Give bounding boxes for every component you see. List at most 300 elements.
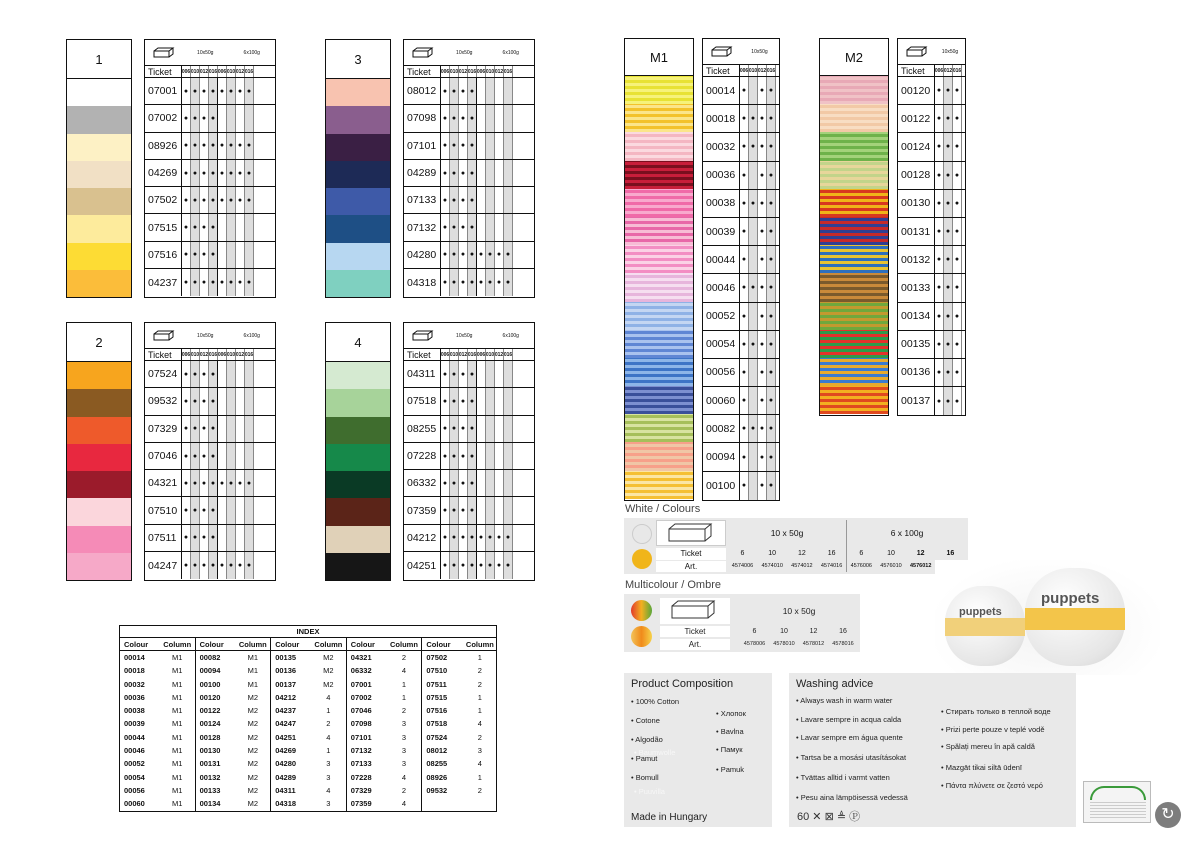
pack-label: 10x50g bbox=[456, 332, 473, 339]
index-row bbox=[347, 731, 422, 744]
colour-card-1 bbox=[66, 39, 276, 298]
ticket-row bbox=[145, 133, 275, 160]
ticket-table bbox=[897, 38, 966, 416]
availability-cell bbox=[495, 361, 504, 387]
index-column: M1 bbox=[171, 692, 183, 702]
availability-cell: ● bbox=[227, 133, 236, 159]
availability-cell: ● bbox=[767, 303, 776, 330]
availability-cell: ● bbox=[758, 472, 767, 500]
index-row bbox=[196, 757, 271, 770]
index-colour: 07228 bbox=[350, 772, 372, 782]
index-column: M2 bbox=[323, 666, 334, 676]
index-row bbox=[120, 744, 195, 757]
availability-cell bbox=[749, 387, 758, 414]
colour-code: 00130 bbox=[898, 190, 935, 217]
product-composition-panel bbox=[624, 673, 772, 827]
availability-cell bbox=[477, 105, 486, 131]
index-column: M2 bbox=[323, 679, 334, 689]
composition-item: • Pamut bbox=[631, 754, 658, 763]
availability-cell: ● bbox=[459, 443, 468, 469]
index-column: M2 bbox=[247, 692, 258, 702]
availability-cell: ● bbox=[200, 525, 209, 551]
index-row bbox=[120, 717, 195, 730]
index-table bbox=[119, 625, 497, 812]
ticket-size: 12 bbox=[797, 550, 806, 557]
multicolour-swatch bbox=[625, 471, 693, 499]
availability-cell: ● bbox=[218, 187, 227, 213]
availability-cell bbox=[477, 214, 486, 240]
index-row bbox=[422, 731, 497, 744]
availability-cell bbox=[245, 443, 254, 469]
index-row bbox=[422, 717, 497, 730]
index-row bbox=[422, 678, 497, 691]
index-column: 3 bbox=[401, 746, 407, 756]
ticket-row bbox=[703, 387, 779, 415]
availability-cell: ● bbox=[441, 133, 450, 159]
colour-code: 00046 bbox=[703, 274, 740, 301]
ticket-row bbox=[898, 190, 965, 218]
index-colour: 04251 bbox=[275, 732, 297, 742]
availability-cell: ● bbox=[191, 187, 200, 213]
ticket-row bbox=[404, 416, 534, 443]
availability-cell: ● bbox=[944, 105, 953, 132]
index-group bbox=[271, 638, 347, 811]
washing-advice-item: • Mazgāt tikai siltā ūdenī bbox=[941, 763, 1022, 772]
availability-cell: ● bbox=[245, 187, 254, 213]
pack-label: 10x50g bbox=[751, 48, 768, 55]
multicolour-swatch bbox=[820, 189, 888, 217]
availability-cell: ● bbox=[182, 416, 191, 442]
availability-cell: ● bbox=[227, 269, 236, 296]
index-column: 2 bbox=[326, 719, 331, 729]
index-column: 3 bbox=[401, 732, 407, 742]
colour-swatch bbox=[67, 498, 131, 525]
ticket-row bbox=[898, 331, 965, 359]
size-header: 006 bbox=[441, 349, 450, 360]
multicolour-swatch bbox=[820, 273, 888, 301]
size-header: 006 bbox=[218, 66, 227, 77]
availability-cell bbox=[218, 105, 227, 131]
colour-code: 00032 bbox=[703, 133, 740, 160]
availability-cell: ● bbox=[495, 552, 504, 579]
availability-cell: ● bbox=[749, 415, 758, 442]
availability-cell: ● bbox=[953, 274, 962, 301]
ticket-row bbox=[703, 218, 779, 246]
index-colour: 04269 bbox=[275, 746, 297, 756]
availability-cell: ● bbox=[486, 242, 495, 268]
index-colour: 07524 bbox=[426, 732, 448, 742]
availability-cell: ● bbox=[468, 361, 477, 387]
availability-cell bbox=[227, 388, 236, 414]
size-header: 006 bbox=[182, 349, 191, 360]
index-colour: 00046 bbox=[124, 746, 145, 756]
index-column: M1 bbox=[171, 706, 183, 716]
size-header: 010 bbox=[191, 66, 200, 77]
ticket-row bbox=[703, 190, 779, 218]
availability-cell: ● bbox=[504, 525, 513, 551]
multicolour-swatch bbox=[820, 161, 888, 189]
ticket-row bbox=[898, 218, 965, 246]
availability-cell: ● bbox=[767, 218, 776, 245]
colour-code: 07098 bbox=[404, 105, 441, 131]
index-column: 1 bbox=[401, 679, 407, 689]
ticket-row bbox=[703, 274, 779, 302]
availability-cell bbox=[477, 78, 486, 104]
index-row bbox=[347, 757, 422, 770]
ticket-size: 16 bbox=[827, 550, 836, 557]
availability-cell bbox=[749, 77, 758, 104]
size-header: 016 bbox=[209, 66, 218, 77]
colour-card-3 bbox=[325, 39, 535, 298]
availability-cell: ● bbox=[935, 246, 944, 273]
availability-cell: ● bbox=[477, 552, 486, 579]
availability-cell: ● bbox=[450, 416, 459, 442]
availability-cell: ● bbox=[200, 187, 209, 213]
availability-cell: ● bbox=[944, 331, 953, 358]
availability-cell: ● bbox=[758, 246, 767, 273]
pack-a-label: 10 x 50g bbox=[770, 528, 804, 538]
index-column: M1 bbox=[171, 746, 183, 756]
availability-cell: ● bbox=[953, 133, 962, 160]
index-colour: 07098 bbox=[350, 719, 372, 729]
availability-cell: ● bbox=[182, 361, 191, 387]
size-header: 006 bbox=[477, 349, 486, 360]
colour-swatch bbox=[326, 79, 390, 106]
ticket-row bbox=[404, 552, 534, 579]
index-column: M1 bbox=[247, 653, 258, 662]
ticket-row bbox=[898, 77, 965, 105]
availability-cell: ● bbox=[191, 214, 200, 240]
availability-cell: ● bbox=[504, 269, 513, 296]
availability-cell bbox=[495, 443, 504, 469]
index-colour: 07516 bbox=[426, 706, 448, 716]
colour-swatch-dot bbox=[632, 549, 652, 569]
colour-swatch bbox=[67, 243, 131, 270]
index-column: M1 bbox=[247, 679, 258, 689]
multicolour-swatch bbox=[820, 76, 888, 104]
availability-cell bbox=[504, 78, 513, 104]
index-colour: 00052 bbox=[124, 759, 145, 769]
availability-cell: ● bbox=[191, 443, 200, 469]
availability-cell: ● bbox=[468, 552, 477, 579]
availability-cell bbox=[236, 497, 245, 523]
availability-cell: ● bbox=[209, 242, 218, 268]
availability-cell: ● bbox=[182, 160, 191, 186]
index-colour: 00100 bbox=[199, 679, 221, 689]
size-header: 010 bbox=[749, 65, 758, 76]
index-colour: 07001 bbox=[350, 679, 372, 689]
availability-cell: ● bbox=[182, 214, 191, 240]
availability-cell: ● bbox=[209, 133, 218, 159]
ticket-row bbox=[898, 303, 965, 331]
availability-cell: ● bbox=[459, 497, 468, 523]
pack-box-icon bbox=[656, 520, 726, 546]
availability-cell: ● bbox=[441, 269, 450, 296]
colour-swatch bbox=[67, 188, 131, 215]
index-row bbox=[196, 771, 271, 784]
ticket-row bbox=[703, 162, 779, 190]
ticket-row bbox=[703, 331, 779, 359]
washing-title: Washing advice bbox=[796, 678, 874, 690]
availability-cell: ● bbox=[182, 105, 191, 131]
index-row bbox=[271, 771, 346, 784]
availability-cell: ● bbox=[191, 269, 200, 296]
box-icon bbox=[404, 330, 441, 342]
colour-swatch bbox=[326, 471, 390, 498]
availability-cell bbox=[749, 359, 758, 386]
ticket-row bbox=[703, 246, 779, 274]
multicolour-swatch bbox=[625, 358, 693, 386]
index-row bbox=[271, 691, 346, 704]
ticket-row bbox=[703, 443, 779, 471]
index-row bbox=[422, 651, 497, 664]
index-colour: 08926 bbox=[426, 772, 448, 782]
index-colour: 00132 bbox=[199, 772, 221, 782]
availability-cell bbox=[218, 497, 227, 523]
availability-cell: ● bbox=[468, 133, 477, 159]
article-number: 4574010 bbox=[761, 563, 783, 569]
availability-cell: ● bbox=[767, 387, 776, 414]
colour-code: 00131 bbox=[898, 218, 935, 245]
availability-cell: ● bbox=[459, 214, 468, 240]
colour-code: 00014 bbox=[703, 77, 740, 104]
size-header: 006 bbox=[477, 66, 486, 77]
colour-code: 07515 bbox=[145, 214, 182, 240]
index-colour: 00018 bbox=[124, 666, 145, 676]
index-column: M1 bbox=[171, 785, 183, 795]
availability-cell: ● bbox=[191, 552, 200, 579]
availability-cell: ● bbox=[758, 190, 767, 217]
index-colour: 00135 bbox=[275, 653, 297, 662]
multicolour-swatch bbox=[820, 104, 888, 132]
availability-cell bbox=[749, 303, 758, 330]
ticket-table bbox=[144, 39, 276, 298]
availability-cell: ● bbox=[459, 133, 468, 159]
availability-cell: ● bbox=[209, 214, 218, 240]
availability-cell: ● bbox=[944, 387, 953, 415]
availability-cell: ● bbox=[441, 525, 450, 551]
ticket-row bbox=[404, 242, 534, 269]
ticket-size: 16 bbox=[839, 628, 847, 635]
availability-cell: ● bbox=[200, 361, 209, 387]
index-colour: 07132 bbox=[350, 746, 372, 756]
index-colour: 04311 bbox=[275, 785, 296, 795]
availability-cell: ● bbox=[200, 497, 209, 523]
index-column bbox=[462, 797, 497, 810]
multicolour-title: Multicolour / Ombre bbox=[625, 579, 721, 591]
washing-advice-item: • Tartsa be a mosási utasításokat bbox=[796, 753, 907, 762]
availability-cell bbox=[749, 246, 758, 273]
availability-cell: ● bbox=[740, 472, 749, 500]
multicolour-swatch bbox=[625, 132, 693, 160]
availability-cell bbox=[218, 416, 227, 442]
availability-cell bbox=[236, 242, 245, 268]
index-colour: 04318 bbox=[275, 799, 297, 809]
index-colour: 07133 bbox=[350, 759, 372, 769]
availability-cell: ● bbox=[468, 497, 477, 523]
availability-cell: ● bbox=[209, 361, 218, 387]
index-colour: 07515 bbox=[426, 692, 448, 702]
size-header: 016 bbox=[504, 66, 513, 77]
colour-code: 07510 bbox=[145, 497, 182, 523]
availability-cell bbox=[504, 214, 513, 240]
availability-cell bbox=[477, 388, 486, 414]
index-column: M2 bbox=[247, 785, 258, 795]
availability-cell bbox=[477, 416, 486, 442]
availability-cell: ● bbox=[495, 525, 504, 551]
colour-swatch bbox=[67, 79, 131, 106]
availability-cell: ● bbox=[767, 105, 776, 132]
white-colours-table bbox=[656, 520, 966, 572]
colour-swatch bbox=[67, 471, 131, 498]
white-swatch-dot bbox=[632, 524, 652, 544]
availability-cell: ● bbox=[191, 525, 200, 551]
index-column: 4 bbox=[477, 759, 482, 769]
availability-cell: ● bbox=[459, 269, 468, 296]
colour-code: 00044 bbox=[703, 246, 740, 273]
index-colour: 06332 bbox=[350, 666, 372, 676]
index-column: M2 bbox=[247, 732, 258, 742]
card-label: M1 bbox=[625, 39, 693, 76]
multi-pack-box-icon bbox=[660, 598, 730, 624]
ticket-row bbox=[703, 472, 779, 500]
multi-swatch-dot-1 bbox=[631, 600, 652, 621]
availability-cell bbox=[477, 361, 486, 387]
index-row bbox=[271, 797, 346, 810]
index-column: M1 bbox=[171, 759, 183, 769]
index-row bbox=[120, 691, 195, 704]
availability-cell bbox=[477, 497, 486, 523]
size-header: 016 bbox=[953, 65, 962, 76]
availability-cell bbox=[495, 78, 504, 104]
ticket-row bbox=[145, 443, 275, 470]
multicolour-swatch bbox=[625, 189, 693, 217]
colour-code: 04311 bbox=[404, 361, 441, 387]
colour-code: 07329 bbox=[145, 416, 182, 442]
box-icon bbox=[145, 330, 182, 342]
availability-cell: ● bbox=[486, 269, 495, 296]
availability-cell: ● bbox=[749, 274, 758, 301]
availability-cell: ● bbox=[450, 525, 459, 551]
availability-cell bbox=[227, 497, 236, 523]
ticket-row bbox=[404, 105, 534, 132]
availability-cell bbox=[218, 242, 227, 268]
availability-cell: ● bbox=[209, 470, 218, 496]
availability-cell: ● bbox=[200, 105, 209, 131]
colour-code: 04321 bbox=[145, 470, 182, 496]
swatch-column bbox=[66, 322, 132, 581]
size-header: 012 bbox=[459, 66, 468, 77]
ticket-row bbox=[404, 133, 534, 160]
colour-code: 00120 bbox=[898, 77, 935, 104]
availability-cell: ● bbox=[767, 162, 776, 189]
availability-cell: ● bbox=[218, 552, 227, 579]
index-column: M1 bbox=[171, 679, 183, 689]
article-number: 4578012 bbox=[802, 641, 825, 647]
availability-cell bbox=[227, 242, 236, 268]
colour-swatch bbox=[326, 215, 390, 242]
size-header: 016 bbox=[504, 349, 513, 360]
index-column-header: Column bbox=[390, 640, 418, 649]
index-colour: 00136 bbox=[275, 666, 297, 676]
index-row bbox=[347, 651, 422, 664]
availability-cell: ● bbox=[450, 187, 459, 213]
availability-cell: ● bbox=[935, 331, 944, 358]
availability-cell: ● bbox=[441, 470, 450, 496]
availability-cell: ● bbox=[245, 160, 254, 186]
availability-cell: ● bbox=[182, 133, 191, 159]
ticket-row bbox=[404, 497, 534, 524]
availability-cell: ● bbox=[450, 361, 459, 387]
availability-cell: ● bbox=[236, 160, 245, 186]
availability-cell bbox=[495, 105, 504, 131]
index-row bbox=[196, 704, 271, 717]
availability-cell: ● bbox=[767, 77, 776, 104]
availability-cell: ● bbox=[191, 470, 200, 496]
availability-cell: ● bbox=[191, 242, 200, 268]
colour-code: 00133 bbox=[898, 274, 935, 301]
index-column: 3 bbox=[401, 759, 407, 769]
index-colour: 00056 bbox=[124, 785, 145, 795]
index-row bbox=[271, 731, 346, 744]
ticket-size: 6 bbox=[752, 628, 757, 635]
washing-advice-item: • Spălați mereu în apă caldă bbox=[941, 742, 1035, 751]
washing-advice-item: • Πάντα πλύνετε σε ζεστό νερό bbox=[941, 781, 1043, 790]
colour-code: 07132 bbox=[404, 214, 441, 240]
availability-cell bbox=[227, 105, 236, 131]
colour-swatch bbox=[67, 444, 131, 471]
availability-cell: ● bbox=[468, 105, 477, 131]
availability-cell: ● bbox=[209, 78, 218, 104]
availability-cell: ● bbox=[749, 133, 758, 160]
availability-cell bbox=[236, 361, 245, 387]
availability-cell: ● bbox=[236, 552, 245, 579]
availability-cell: ● bbox=[441, 443, 450, 469]
composition-item: • Bomull bbox=[631, 773, 659, 782]
ticket-row bbox=[145, 388, 275, 415]
colour-code: 04237 bbox=[145, 269, 182, 296]
availability-cell: ● bbox=[468, 214, 477, 240]
availability-cell: ● bbox=[740, 77, 749, 104]
ticket-row bbox=[703, 77, 779, 105]
yarn-ball-right bbox=[1025, 568, 1125, 666]
availability-cell: ● bbox=[740, 443, 749, 470]
index-row bbox=[120, 678, 195, 691]
index-row bbox=[347, 691, 422, 704]
index-colour-header: Colour bbox=[275, 640, 300, 649]
availability-cell: ● bbox=[459, 552, 468, 579]
size-header: 006 bbox=[740, 65, 749, 76]
availability-cell: ● bbox=[191, 416, 200, 442]
index-row bbox=[422, 784, 497, 797]
ticket-row bbox=[145, 78, 275, 105]
multicolour-swatch bbox=[625, 161, 693, 189]
availability-cell: ● bbox=[740, 190, 749, 217]
article-number: 4574016 bbox=[820, 563, 843, 569]
ticket-size: 16 bbox=[946, 550, 955, 557]
availability-cell: ● bbox=[740, 359, 749, 386]
availability-cell: ● bbox=[504, 552, 513, 579]
availability-cell: ● bbox=[191, 133, 200, 159]
size-header: 012 bbox=[236, 349, 245, 360]
colour-code: 07001 bbox=[145, 78, 182, 104]
index-row bbox=[120, 797, 195, 810]
availability-cell: ● bbox=[944, 303, 953, 330]
availability-cell: ● bbox=[245, 269, 254, 296]
index-column-header: Column bbox=[238, 640, 267, 649]
index-row bbox=[347, 744, 422, 757]
multi-pack-label: 10 x 50g bbox=[782, 606, 816, 616]
